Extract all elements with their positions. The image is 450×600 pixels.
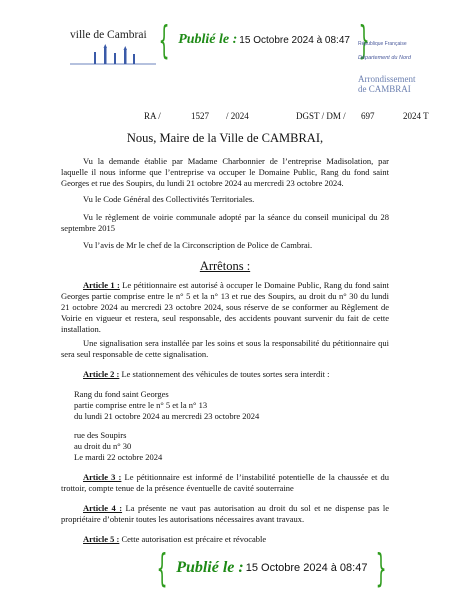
article-5-text: Cette autorisation est précaire et révocable [119,534,267,544]
location-1-line3: du lundi 21 octobre 2024 au mercredi 23 octobre 2024 [74,411,260,421]
consideration-text: Vu l’avis de Mr le chef de la Circonscription de Police de Cambrai. [83,240,313,250]
logo-text: ville de Cambrai [70,29,147,41]
article-1-label: Article 1 : [83,280,120,290]
city-skyline-icon [70,44,156,66]
article-2-text: Le stationnement des véhicules de toutes sortes sera interdit : [119,369,330,379]
article-1-text: Le pétitionnaire est autorisé à occuper le Domaine Public, Rang du fond saint Georges partie comprise entre le n° 5 et la n° 13 et rue des Soupirs, au droit du n° 30 du lundi 21 octobre 2024 au mercredi 23 octobre 2024, sous réserve de se conformer au Règlement de Voirie en vigueur et restera, seul responsable, des accidents pouvant survenir du fait de cette installation. [61,280,389,334]
location-block-2 [74,430,162,463]
ref-dgst: DGST / DM / [296,111,346,121]
publication-stamp-top [152,18,376,62]
arrondissement-line1: Arrondissement [358,74,416,84]
article-2 [61,369,389,380]
arretons-text: Arrêtons : [199,259,251,273]
departement-label: Département du Nord [358,55,411,61]
article-3-label: Article 3 : [83,472,122,482]
published-label: Publié le : [178,32,238,47]
article-2-label: Article 2 : [83,369,120,379]
article-3-paragraph [61,472,389,494]
ref-ra: RA / [144,111,161,121]
article-2-paragraph [61,369,389,380]
consideration-text: Vu le Code Général des Collectivités Territoriales. [83,194,255,204]
arrondissement-label [358,74,416,94]
cambrai-logo [70,27,156,67]
ref-year: / 2024 [226,111,249,121]
ref-year-t: 2024 T [403,111,429,121]
ref-dm-number: 697 [361,111,375,121]
stamp-open-bracket: { [156,546,168,590]
article-3 [61,472,389,494]
published-date: 15 Octobre 2024 à 08:47 [239,34,350,46]
consideration-1 [61,156,389,189]
stamp-close-bracket: } [376,546,387,590]
location-block-1 [74,389,259,422]
article-5-label: Article 5 : [83,534,120,544]
location-1-line2: partie comprise entre le n° 5 et la n° 13 [74,400,208,410]
article-1-signalisation [61,338,389,360]
republique-label: République Française [358,41,407,47]
article-1-paragraph [61,280,389,335]
article-1-text2: Une signalisation sera installée par les soins et sous la responsabilité du pétitionnaire qui sera seul responsable de cette signalisation. [61,338,389,359]
article-3-text: Le pétitionnaire est informé de l’instabilité potentielle de la chaussée et du trottoir, compte tenue de la présence éventuelle de cavité souterraine [61,472,390,493]
article-4 [61,503,389,525]
publication-stamp-bottom [150,546,394,590]
article-4-label: Article 4 : [83,503,123,513]
stamp-close-bracket: } [358,18,370,62]
article-5 [61,534,389,545]
published-label: Publié le : [176,559,244,576]
stamp-open-bracket: { [158,18,170,62]
consideration-2 [61,194,389,205]
published-date: 15 Octobre 2024 à 08:47 [245,562,368,574]
consideration-4 [61,240,389,251]
location-1-line1: Rang du fond saint Georges [74,389,169,399]
article-1 [61,280,389,335]
consideration-3 [61,212,389,234]
ref-number: 1527 [191,111,209,121]
consideration-text: Vu le règlement de voirie communale adopté par la séance du conseil municipal du 28 septembre 2015 [61,212,389,233]
arrondissement-line2: de CAMBRAI [358,84,411,94]
location-2-line2: au droit du n° 30 [74,441,132,451]
document-title: Nous, Maire de la Ville de CAMBRAI, [126,131,324,145]
arretons-heading [0,259,450,274]
location-2-line3: Le mardi 22 octobre 2024 [74,452,163,462]
article-4-text: La présente ne vaut pas autorisation au droit du sol et ne dispense pas le propriétaire d’obtenir toutes les autorisations nécessaires avant travaux. [61,503,389,524]
consideration-text: Vu la demande établie par Madame Charbonnier de l’entreprise Madisolation, par laquelle il nous informe que l’entreprise va occuper le Domaine Public, Rang du fond saint Georges et rue des Soupirs, du lundi 21 octobre 2024 au mercredi 23 octobre 2024. [61,156,389,188]
article-5-paragraph [61,534,389,545]
location-2-line1: rue des Soupirs [74,430,127,440]
article-4-paragraph [61,503,389,525]
